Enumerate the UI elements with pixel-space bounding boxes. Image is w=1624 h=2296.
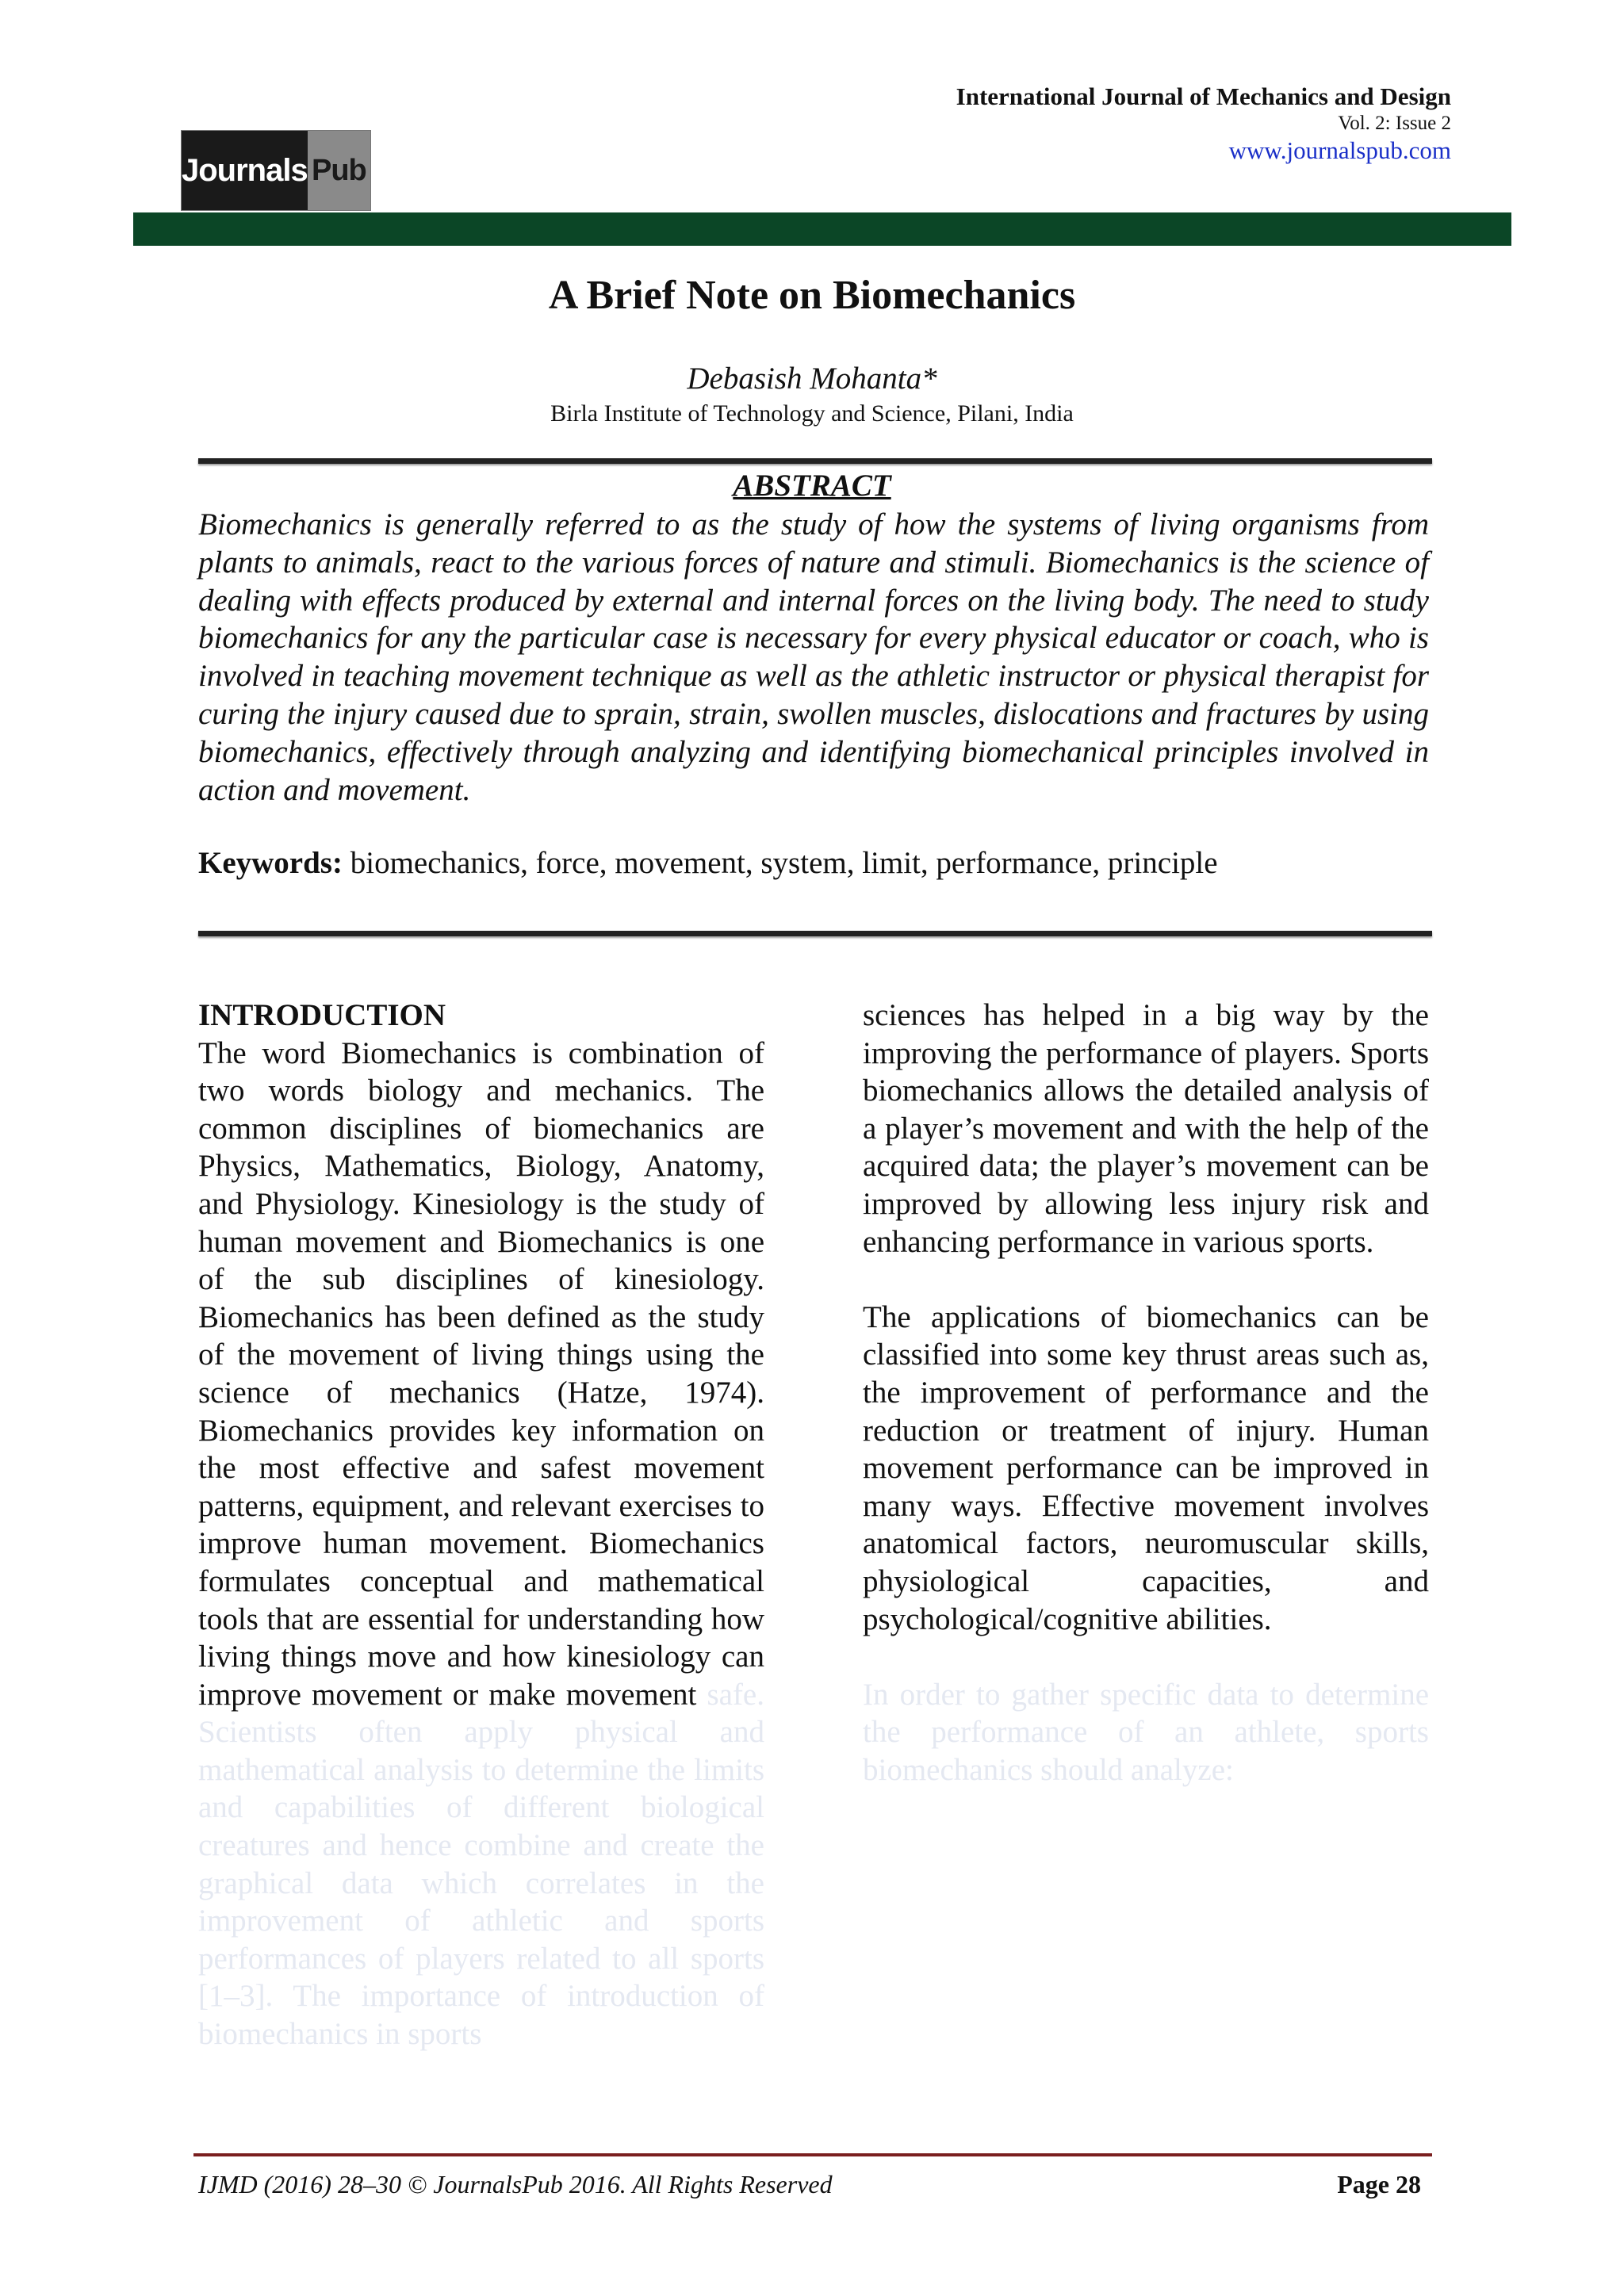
keywords-label: Keywords: — [198, 846, 343, 880]
journalspub-logo — [181, 130, 371, 211]
journal-website-link[interactable]: www.journalspub.com — [1228, 136, 1451, 164]
introduction-heading: INTRODUCTION — [198, 998, 446, 1032]
author-affiliation: Birla Institute of Technology and Science, Pilani, India — [550, 400, 1074, 427]
keywords-list: biomechanics, force, movement, system, limit, performance, principle — [350, 846, 1218, 880]
logo-right-text: Pub — [308, 131, 370, 210]
abstract-bottom-divider — [198, 931, 1432, 936]
intro-faded-text: safe. Scientists often apply physical and mathematical analysis to determine the limits and capabilities of different biological creatures and hence combine and create the graphical data which correlates in the improvement of athletic and sports performances of players related to all sports [1–3]. The importance of introduction of biomechanics in sports — [198, 1677, 764, 2052]
volume-issue: Vol. 2: Issue 2 — [1338, 113, 1451, 134]
author-name: Debasish Mohanta* — [687, 362, 937, 396]
header-bar — [133, 212, 1511, 246]
right-paragraph-2: The applications of biomechanics can be classified into some key thrust areas such as, the improvement of performance and the reduction or treatment of injury. Human movement performance can be improved in many ways. Effective movement involves anatomical factors, neuromuscular skills, physiological capacities, and psychological/cognitive abilities. — [863, 1299, 1429, 1636]
page-number: Page 28 — [1337, 2170, 1421, 2198]
body-left-column — [198, 997, 764, 2053]
abstract-heading: ABSTRACT — [733, 469, 891, 503]
body-right-column — [863, 997, 1429, 1789]
intro-visible-text: The word Biomechanics is combination of two words biology and mechanics. The common disciplines of biomechanics are Physics, Mathematics, Biology, Anatomy, and Physiology. Kinesiology is the study of human movement and Biomechanics is one of the sub disciplines of kinesiology. Biomechanics has been defined as the study of the movement of living things using the science of mechanics (Hatze, 1974). Biomechanics provides key information on the most effective and safest movement patterns, equipment, and relevant exercises to improve human movement. Biomechanics formulates conceptual and mathematical tools that are essential for understanding how living things move and how kinesiology can improve movement or make movement — [198, 1035, 764, 1712]
article-title: A Brief Note on Biomechanics — [548, 273, 1076, 318]
keywords — [198, 845, 1432, 881]
right-paragraph-3-faded: In order to gather specific data to determine the performance of an athlete, sports biomechanics should analyze: — [863, 1677, 1429, 1787]
right-paragraph-1: sciences has helped in a big way by the improving the performance of players. Sports biomechanics allows the detailed analysis of a player’s movement and with the help of the acquired data; the player’s movement can be improved by allowing less injury risk and enhancing performance in various sports. — [863, 998, 1429, 1259]
top-divider — [198, 458, 1432, 464]
introduction-paragraph — [198, 1035, 764, 2053]
abstract-text: Biomechanics is generally referred to as the study of how the systems of living organisms from plants to animals, react to the various forces of nature and stimuli. Biomechanics is the science of dealing with effects produced by external and internal forces on the living body. The need to study biomechanics for any the particular case is necessary for every physical educator or coach, who is involved in teaching movement technique as well as the athletic instructor or physical therapist for curing the injury caused due to sprain, strain, swollen muscles, dislocations and fractures by using biomechanics, effectively through analyzing and identifying biomechanical principles involved in action and movement. — [198, 507, 1429, 807]
logo-left-text: Journals — [182, 152, 308, 188]
footer-citation: IJMD (2016) 28–30 © JournalsPub 2016. All Rights Reserved — [198, 2170, 833, 2198]
journal-name: International Journal of Mechanics and Design — [956, 82, 1451, 110]
footer-divider — [193, 2153, 1432, 2156]
